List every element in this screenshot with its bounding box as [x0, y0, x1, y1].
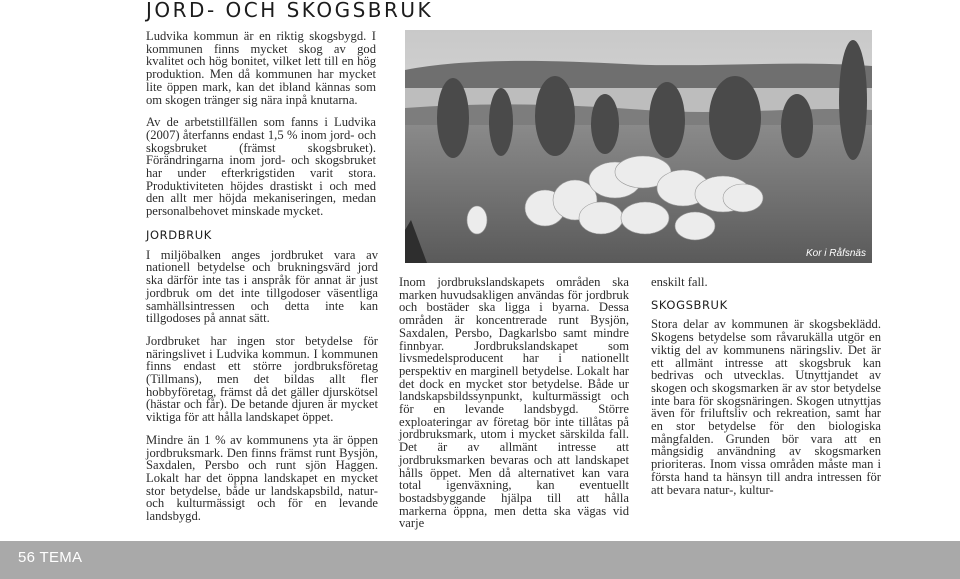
page-number-label: 56 TEMA [18, 549, 83, 566]
jordbruk-paragraph: Mindre än 1 % av kommunens yta är öppen jordbruksmark. Den finns främst runt Bysjön, Saxdalen, Persbo och runt sjön Haggen. Lokalt har det öppna landskapet en mycket stor betydelse, både ur landskapsbild, natur- och kulturmässigt och för en levande landsbygd. [146, 432, 378, 524]
jordbruk-continued-paragraph: Inom jordbrukslandskapets områden ska marken huvudsakligen användas för jordbruk och bostäder ska ligga i byarna. Dessa områden är koncentrerade runt Bysjön, Saxdalen, Persbo, Dagkarlsbo samt mindre finnbyar. Jordbrukslandskapet som livsmedelsproducent har i nationellt perspektiv en marginell betydelse. Lokalt har det dock en mycket stor betydelse. Både ur landskapsbildssynpunkt, kulturmässigt och för en levande landsbygd. Större exploateringar av företag bör inte tillåtas på jordbruksmark, utom i mycket särskilda fall. Det är av allmänt intresse att jordbruksmarken bevaras och att landskapet hålls öppet. Men då alternativet kan vara total igenväxning, kan eventuellt bostadsbyggande hjälpa till att hålla markerna öppna, men detta ska vägas vid varje [399, 275, 629, 531]
jordbruk-paragraph: Jordbruket har ingen stor betydelse för näringslivet i Ludvika kommun. I kommunen finns endast ett större jordbruksföretag (Tillmans), men det bildas allt fler hobbyföretag, främst då det gäller djurskötsel (hästar och får). De betande djuren är mycket viktiga för att hålla landskapet öppet. [146, 333, 378, 425]
intro-paragraph: Av de arbetstillfällen som fanns i Ludvika (2007) återfanns endast 1,5 % inom jord- och skogsbruket (främst skogsbruket). Förändringarna inom jord- och skogsbruket har under efterkrigstiden varit stora. Produktiviteten höjdes drastiskt i och med den allt mer höjda mekaniseringen, medan personalbehovet minskade mycket. [146, 115, 376, 219]
page-footer [0, 541, 960, 579]
photo-caption: Kor i Råfsnäs [805, 248, 866, 259]
jordbruk-paragraph: I miljöbalken anges jordbruket vara av nationell betydelse och brukningsvärd jord ska därför inte tas i anspråk för annat är just jordbruk om det inte tillgodoser väsentliga samhällsintressen och detta inte kan tillgodoses på annat sätt. [146, 247, 378, 326]
page-title: JORD- OCH SKOGSBRUK [146, 0, 434, 22]
intro-text [146, 30, 376, 228]
jordbruk-continued-column [399, 276, 629, 540]
jordbruk-tail: enskilt fall. [651, 275, 708, 289]
jordbruk-column [146, 229, 378, 533]
intro-paragraph: Ludvika kommun är en riktig skogsbygd. I kommunen finns mycket skog av god kvalitet och hög bonitet, vilket lett till en hög produktion. Men då kommunen har mycket lite öppen mark, kan det ibland kännas som om skogen tränger sig nära inpå knutarna. [146, 29, 376, 107]
skogsbruk-heading: SKOGSBRUK [651, 297, 728, 312]
jordbruk-heading: JORDBRUK [146, 228, 212, 242]
skogsbruk-column [651, 276, 881, 506]
cows-photo-image [405, 30, 872, 263]
skogsbruk-paragraph: Stora delar av kommunen är skogsbeklädd. Skogens betydelse som råvarukälla utgör en viktig del av kommunens näringsliv. Det är ett allmänt intresse att skogsbruk kan bedrivas och utvecklas. Utnyttjandet av skogen och skogsmarken är av stor betydelse inte bara för skogsnäringen. Skogen utnyttjas även för friluftsliv och rekreation, samt har en stor betydelse för den biologiska mångfalden. Grunden bör vara att en mångsidig användning av skogsmarken prioriteras. Inom vissa områden måste man i första hand ta hänsyn till andra intressen för att bevara natur-, kultur- [651, 317, 881, 497]
cows-photo [405, 30, 872, 263]
